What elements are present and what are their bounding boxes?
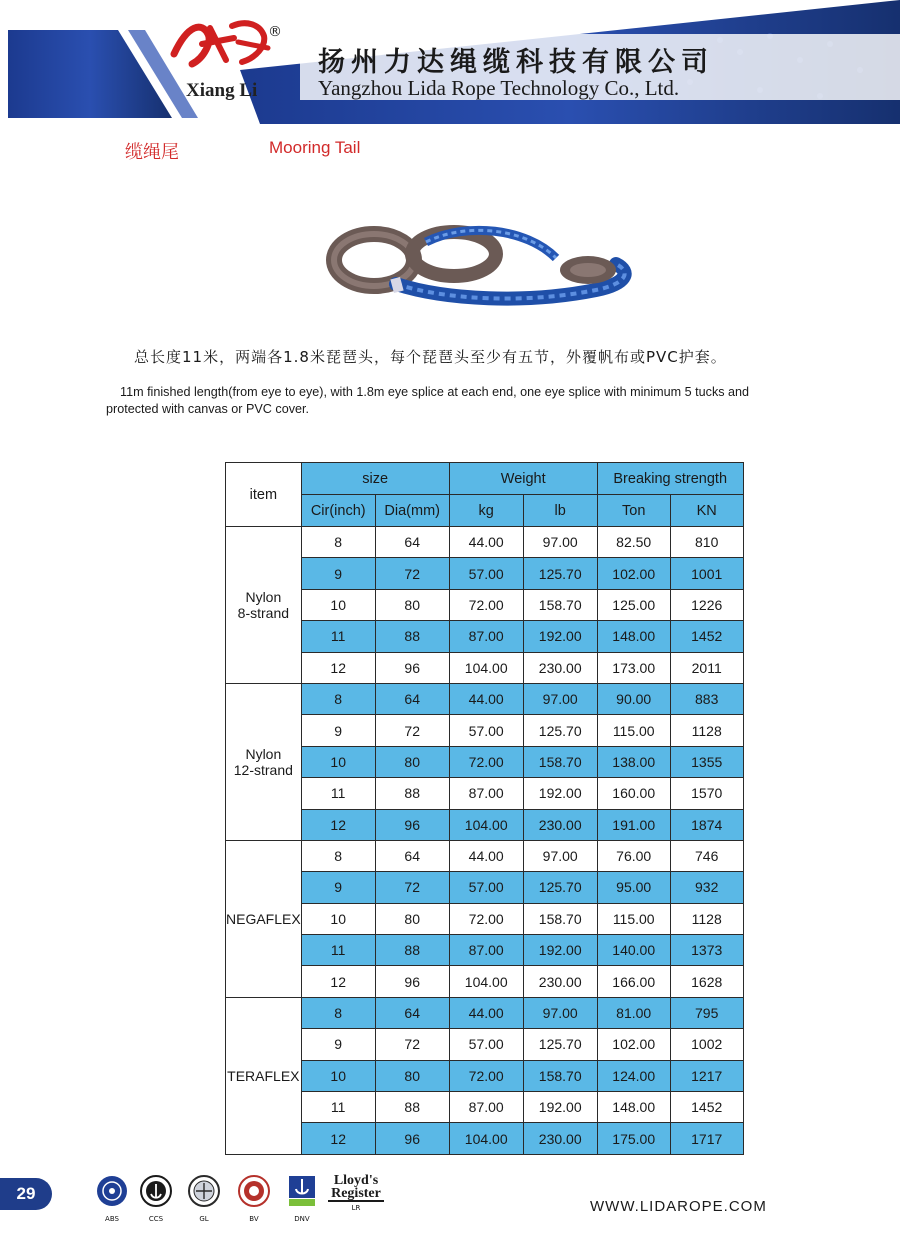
cell-kn: 1874 xyxy=(670,809,743,840)
cert-label-bv: BV xyxy=(249,1215,259,1223)
cell-lb: 158.70 xyxy=(523,903,597,934)
table-body xyxy=(226,527,744,1155)
gl-seal-icon xyxy=(184,1174,224,1223)
cell-kg: 44.00 xyxy=(449,840,523,871)
cell-dia: 80 xyxy=(375,1060,449,1091)
xiangli-logo-mark-icon xyxy=(168,14,278,78)
header-item: item xyxy=(226,463,302,527)
description-en xyxy=(106,384,826,418)
description-en-line1: 11m finished length(from eye to eye), with 1.8m eye splice at each end, one eye splice with minimum 5 tucks and xyxy=(120,385,750,399)
cell-ton: 76.00 xyxy=(597,840,670,871)
category-name-line1: Nylon xyxy=(245,588,282,605)
cell-cir: 12 xyxy=(301,966,375,997)
cell-cir: 8 xyxy=(301,527,375,558)
cell-lb: 158.70 xyxy=(523,746,597,777)
cell-kn: 810 xyxy=(670,527,743,558)
cell-dia: 88 xyxy=(375,935,449,966)
cell-kg: 104.00 xyxy=(449,1123,523,1154)
product-title-en: Mooring Tail xyxy=(269,138,361,157)
description-cn: 总长度11米，两端各1.8米琵琶头，每个琵琶头至少有五节，外覆帆布或PVC护套。 xyxy=(134,348,727,366)
cell-lb: 230.00 xyxy=(523,809,597,840)
cell-lb: 230.00 xyxy=(523,966,597,997)
cell-lb: 192.00 xyxy=(523,621,597,652)
company-name-en: Yangzhou Lida Rope Technology Co., Ltd. xyxy=(318,76,680,100)
logo-name: Xiang Li xyxy=(186,80,258,101)
cell-cir: 10 xyxy=(301,1060,375,1091)
category-name-line1: NEGAFLEX xyxy=(226,910,301,927)
category-cell xyxy=(226,840,302,997)
lloyds-mark-line1: Lloyd's xyxy=(333,1173,379,1188)
cert-label-dnv: DNV xyxy=(294,1215,310,1223)
header-lb: lb xyxy=(523,495,597,527)
cell-ton: 173.00 xyxy=(597,652,670,683)
cell-kn: 1002 xyxy=(670,1029,743,1060)
cell-dia: 80 xyxy=(375,746,449,777)
cell-kg: 87.00 xyxy=(449,1092,523,1123)
specification-table xyxy=(225,462,744,1155)
cell-cir: 9 xyxy=(301,1029,375,1060)
header-breaking-strength: Breaking strength xyxy=(597,463,743,495)
cell-cir: 8 xyxy=(301,683,375,714)
cell-kg: 57.00 xyxy=(449,1029,523,1060)
company-name-cn: 扬州力达绳缆科技有限公司 xyxy=(318,47,714,78)
cell-cir: 8 xyxy=(301,840,375,871)
table-row xyxy=(226,527,744,558)
cell-kn: 932 xyxy=(670,872,743,903)
category-name-line1: Nylon xyxy=(245,745,282,762)
cell-dia: 96 xyxy=(375,966,449,997)
cell-lb: 158.70 xyxy=(523,589,597,620)
cell-kn: 795 xyxy=(670,997,743,1028)
cell-kg: 44.00 xyxy=(449,997,523,1028)
cell-ton: 175.00 xyxy=(597,1123,670,1154)
cell-cir: 9 xyxy=(301,715,375,746)
table-row xyxy=(226,1123,744,1154)
table-row xyxy=(226,966,744,997)
cell-dia: 96 xyxy=(375,809,449,840)
cell-lb: 125.70 xyxy=(523,872,597,903)
cell-kg: 72.00 xyxy=(449,1060,523,1091)
cell-ton: 138.00 xyxy=(597,746,670,777)
cell-kn: 1217 xyxy=(670,1060,743,1091)
cell-dia: 72 xyxy=(375,558,449,589)
table-row xyxy=(226,778,744,809)
cell-ton: 125.00 xyxy=(597,589,670,620)
category-cell xyxy=(226,997,302,1154)
cell-ton: 124.00 xyxy=(597,1060,670,1091)
cell-dia: 88 xyxy=(375,621,449,652)
cell-lb: 192.00 xyxy=(523,935,597,966)
cell-cir: 9 xyxy=(301,558,375,589)
cell-lb: 230.00 xyxy=(523,1123,597,1154)
dnv-seal-icon xyxy=(282,1174,322,1223)
page-number: 29 xyxy=(0,1178,52,1210)
cell-lb: 97.00 xyxy=(523,840,597,871)
cert-label-ccs: CCS xyxy=(148,1215,164,1223)
cell-ton: 115.00 xyxy=(597,715,670,746)
registered-mark: ® xyxy=(268,24,282,40)
header-cir: Cir(inch) xyxy=(301,495,375,527)
cell-kg: 104.00 xyxy=(449,809,523,840)
cell-kg: 87.00 xyxy=(449,935,523,966)
header-size: size xyxy=(301,463,449,495)
cell-kn: 1128 xyxy=(670,715,743,746)
cell-kn: 1570 xyxy=(670,778,743,809)
cell-kg: 87.00 xyxy=(449,621,523,652)
header-weight: Weight xyxy=(449,463,597,495)
table-row xyxy=(226,683,744,714)
cell-kn: 1452 xyxy=(670,621,743,652)
cell-dia: 80 xyxy=(375,903,449,934)
cell-dia: 88 xyxy=(375,1092,449,1123)
cell-kn: 1628 xyxy=(670,966,743,997)
category-cell xyxy=(226,527,302,684)
cell-ton: 148.00 xyxy=(597,1092,670,1123)
table-row xyxy=(226,1092,744,1123)
cell-dia: 88 xyxy=(375,778,449,809)
cell-cir: 12 xyxy=(301,1123,375,1154)
cell-kn: 1001 xyxy=(670,558,743,589)
category-name-line2: 8-strand xyxy=(237,604,290,621)
header-kg: kg xyxy=(449,495,523,527)
cell-lb: 192.00 xyxy=(523,778,597,809)
cell-kg: 87.00 xyxy=(449,778,523,809)
cell-ton: 191.00 xyxy=(597,809,670,840)
cell-cir: 10 xyxy=(301,903,375,934)
cell-ton: 102.00 xyxy=(597,1029,670,1060)
cell-cir: 12 xyxy=(301,652,375,683)
cell-kg: 104.00 xyxy=(449,652,523,683)
cell-kg: 104.00 xyxy=(449,966,523,997)
abs-seal-icon xyxy=(92,1174,132,1223)
table-row xyxy=(226,621,744,652)
table-row xyxy=(226,558,744,589)
cell-dia: 64 xyxy=(375,527,449,558)
cell-dia: 96 xyxy=(375,1123,449,1154)
table-row xyxy=(226,589,744,620)
header-ton: Ton xyxy=(597,495,670,527)
cert-label-lr: LR xyxy=(351,1204,361,1212)
category-cell xyxy=(226,683,302,840)
cell-dia: 72 xyxy=(375,1029,449,1060)
table-row xyxy=(226,872,744,903)
cell-kn: 746 xyxy=(670,840,743,871)
cell-dia: 80 xyxy=(375,589,449,620)
cell-ton: 90.00 xyxy=(597,683,670,714)
cell-cir: 10 xyxy=(301,589,375,620)
category-name-line2: 12-strand xyxy=(233,761,293,778)
header-dia: Dia(mm) xyxy=(375,495,449,527)
description-en-line2: protected with canvas or PVC cover. xyxy=(106,402,309,416)
cell-lb: 97.00 xyxy=(523,683,597,714)
cell-lb: 97.00 xyxy=(523,527,597,558)
header-kn: KN xyxy=(670,495,743,527)
cell-dia: 72 xyxy=(375,872,449,903)
cell-kn: 1717 xyxy=(670,1123,743,1154)
table-row xyxy=(226,715,744,746)
cell-kg: 72.00 xyxy=(449,589,523,620)
cell-kn: 1373 xyxy=(670,935,743,966)
table-row xyxy=(226,1029,744,1060)
cell-dia: 64 xyxy=(375,997,449,1028)
cell-kg: 72.00 xyxy=(449,903,523,934)
ccs-seal-icon xyxy=(136,1174,176,1223)
cell-ton: 95.00 xyxy=(597,872,670,903)
lloyds-mark-line2: Register xyxy=(331,1186,381,1201)
cell-kg: 57.00 xyxy=(449,872,523,903)
product-title-cn: 缆绳尾 xyxy=(125,142,179,163)
table-row xyxy=(226,840,744,871)
cell-dia: 64 xyxy=(375,683,449,714)
table-row xyxy=(226,903,744,934)
table-row xyxy=(226,652,744,683)
company-logo xyxy=(150,14,290,114)
cell-lb: 125.70 xyxy=(523,715,597,746)
cell-kn: 883 xyxy=(670,683,743,714)
lloyds-register-icon xyxy=(328,1174,384,1212)
cell-lb: 125.70 xyxy=(523,1029,597,1060)
cell-ton: 166.00 xyxy=(597,966,670,997)
cell-lb: 97.00 xyxy=(523,997,597,1028)
cert-label-abs: ABS xyxy=(105,1215,119,1223)
cell-ton: 160.00 xyxy=(597,778,670,809)
cell-kn: 1452 xyxy=(670,1092,743,1123)
cell-kg: 57.00 xyxy=(449,715,523,746)
cell-kn: 1355 xyxy=(670,746,743,777)
cell-lb: 125.70 xyxy=(523,558,597,589)
cell-kg: 44.00 xyxy=(449,683,523,714)
cell-ton: 115.00 xyxy=(597,903,670,934)
table-row xyxy=(226,935,744,966)
cert-label-gl: GL xyxy=(199,1215,209,1223)
cell-cir: 9 xyxy=(301,872,375,903)
cell-cir: 10 xyxy=(301,746,375,777)
bv-seal-icon xyxy=(234,1174,274,1223)
cell-lb: 192.00 xyxy=(523,1092,597,1123)
cell-kn: 1226 xyxy=(670,589,743,620)
cell-cir: 11 xyxy=(301,935,375,966)
table-row xyxy=(226,746,744,777)
cell-kg: 57.00 xyxy=(449,558,523,589)
table-row xyxy=(226,809,744,840)
cell-dia: 96 xyxy=(375,652,449,683)
page-header xyxy=(0,0,900,124)
cell-ton: 102.00 xyxy=(597,558,670,589)
cell-cir: 8 xyxy=(301,997,375,1028)
cell-lb: 230.00 xyxy=(523,652,597,683)
mooring-tail-rope-photo-icon xyxy=(326,218,636,320)
cell-dia: 72 xyxy=(375,715,449,746)
cell-cir: 11 xyxy=(301,1092,375,1123)
cell-ton: 148.00 xyxy=(597,621,670,652)
cell-cir: 11 xyxy=(301,778,375,809)
cell-dia: 64 xyxy=(375,840,449,871)
cell-ton: 140.00 xyxy=(597,935,670,966)
cell-ton: 81.00 xyxy=(597,997,670,1028)
cell-kg: 44.00 xyxy=(449,527,523,558)
cell-cir: 11 xyxy=(301,621,375,652)
table-row xyxy=(226,1060,744,1091)
category-name-line1: TERAFLEX xyxy=(227,1067,300,1084)
cell-kn: 2011 xyxy=(670,652,743,683)
website-url[interactable]: WWW.LIDAROPE.COM xyxy=(590,1198,767,1215)
cell-kg: 72.00 xyxy=(449,746,523,777)
cell-lb: 158.70 xyxy=(523,1060,597,1091)
cell-kn: 1128 xyxy=(670,903,743,934)
table-row xyxy=(226,997,744,1028)
cell-cir: 12 xyxy=(301,809,375,840)
cell-ton: 82.50 xyxy=(597,527,670,558)
